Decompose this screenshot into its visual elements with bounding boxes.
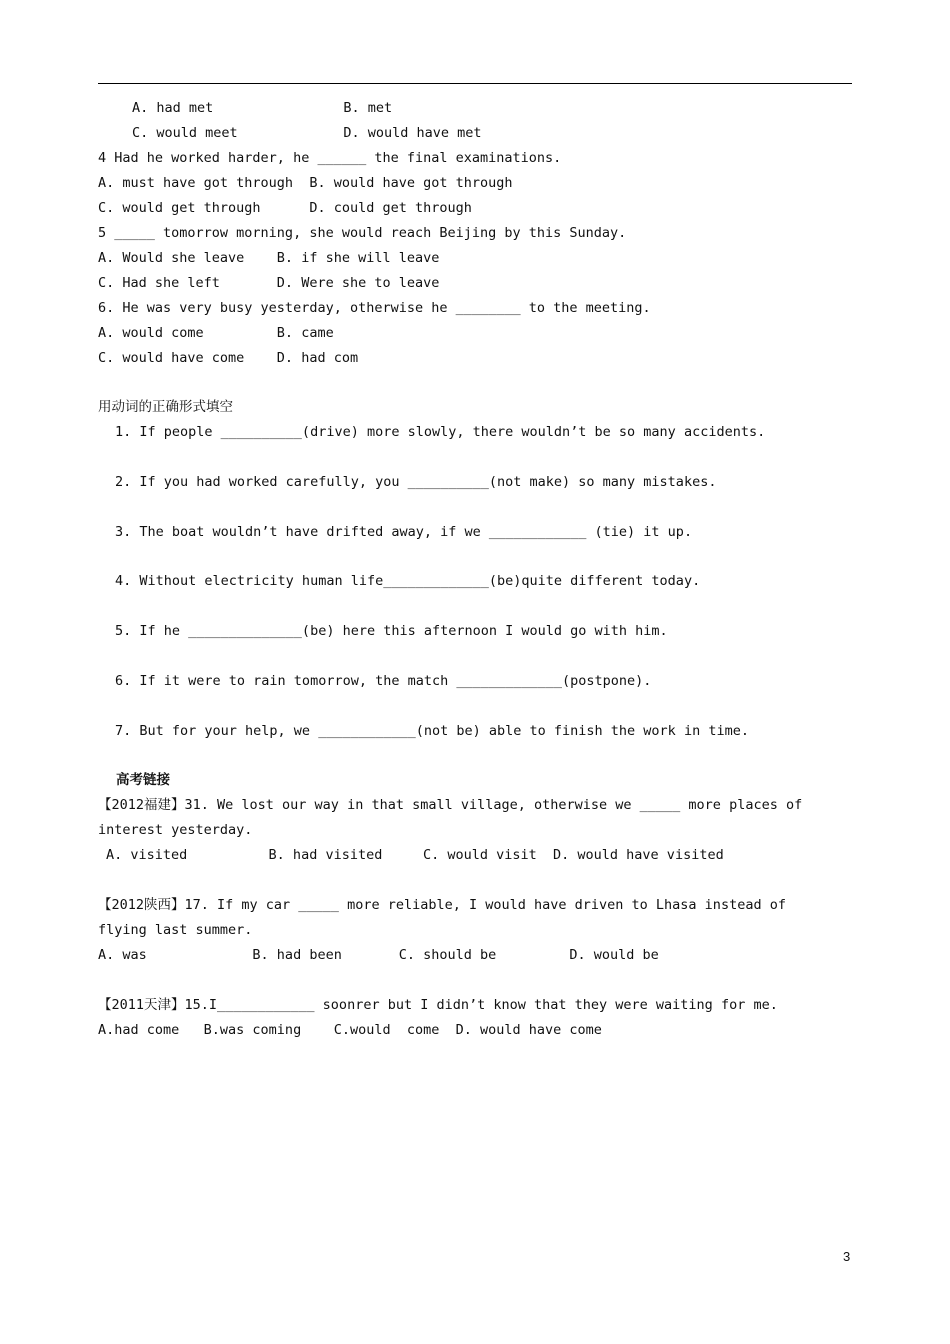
text-line: 7. But for your help, we ____________(not be) able to finish the work in time. [115, 723, 749, 739]
text-line: 【2011天津】15.I____________ soonrer but I didn’t know that they were waiting for me. [98, 997, 778, 1013]
text-line: 5 _____ tomorrow morning, she would reach Beijing by this Sunday. [98, 225, 627, 241]
text-line: 【2012陕西】17. If my car _____ more reliable, I would have driven to Lhasa instead of [98, 897, 786, 913]
header-rule [98, 83, 852, 84]
text-line: 6. If it were to rain tomorrow, the match _____________(postpone). [115, 673, 652, 689]
text-line: 6. He was very busy yesterday, otherwise he ________ to the meeting. [98, 300, 651, 316]
text-line: 3. The boat wouldn’t have drifted away, if we ____________ (tie) it up. [115, 524, 693, 540]
text-line: 1. If people __________(drive) more slowly, there wouldn’t be so many accidents. [115, 424, 766, 440]
text-line: 5. If he ______________(be) here this afternoon I would go with him. [115, 623, 668, 639]
text-line: A. was B. had been C. should be D. would be [98, 947, 659, 963]
text-line: C. would get through D. could get through [98, 200, 472, 216]
text-line: 高考链接 [116, 772, 170, 788]
text-line: C. would meet D. would have met [132, 125, 482, 141]
text-line: C. would have come D. had com [98, 350, 359, 366]
page-number: 3 [843, 1249, 851, 1264]
text-line: A.had come B.was coming C.would come D. would have come [98, 1022, 602, 1038]
text-line: 2. If you had worked carefully, you __________(not make) so many mistakes. [115, 474, 717, 490]
text-line: A. must have got through B. would have got through [98, 175, 513, 191]
text-line: A. Would she leave B. if she will leave [98, 250, 440, 266]
text-line: 【2012福建】31. We lost our way in that small village, otherwise we _____ more places of [98, 797, 803, 813]
text-line: A. would come B. came [98, 325, 334, 341]
text-line: flying last summer. [98, 922, 253, 938]
text-line: interest yesterday. [98, 822, 253, 838]
text-line: 4 Had he worked harder, he ______ the final examinations. [98, 150, 562, 166]
text-line: C. Had she left D. Were she to leave [98, 275, 440, 291]
text-line: A. had met B. met [132, 100, 393, 116]
text-line: A. visited B. had visited C. would visit D. would have visited [106, 847, 724, 863]
text-line: 4. Without electricity human life_____________(be)quite different today. [115, 573, 701, 589]
text-line: 用动词的正确形式填空 [98, 399, 233, 415]
